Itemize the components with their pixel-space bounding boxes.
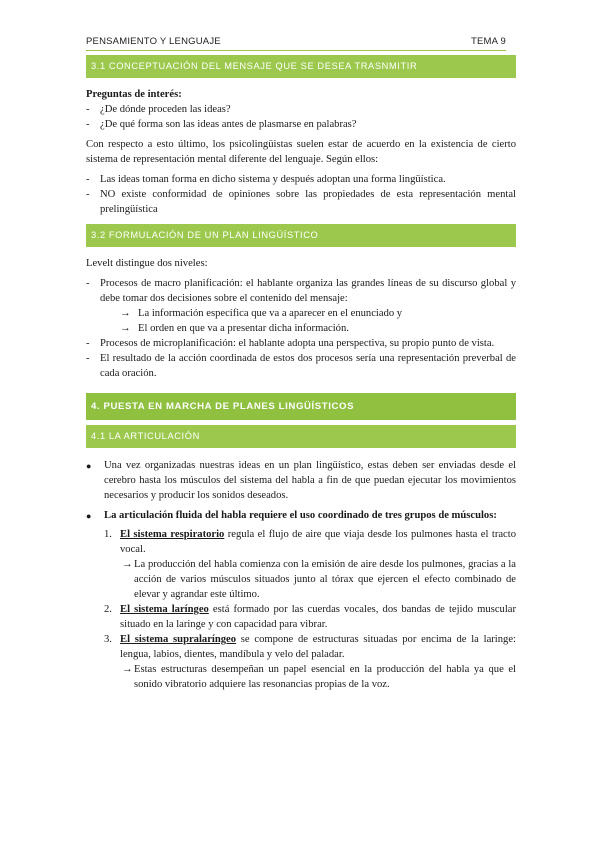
arrow-icon: → <box>122 559 133 570</box>
list-item: - El resultado de la acción coordinada de estos dos procesos sería una representación preverbal de cada oración. <box>86 353 516 379</box>
page-content <box>86 55 516 692</box>
section-heading-3-1: 3.1 CONCEPTUACIÓN DEL MENSAJE QUE SE DESEA TRASNMITIR <box>86 55 516 78</box>
bullet-icon: ● <box>86 511 92 521</box>
arrow-item: → Estas estructuras desempeñan un papel esencial en la producción del habla ya que el sonido vibratorio adquiere las resonancias propias de la voz. <box>122 664 516 690</box>
bullet-item: ● La articulación fluida del habla requiere el uso coordinado de tres grupos de músculos: <box>86 508 516 524</box>
list-item: - NO existe conformidad de opiniones sobre las propiedades de esta representación mental prelingüística <box>86 189 516 215</box>
arrow-icon: → <box>120 308 131 319</box>
arrow-icon: → <box>122 664 133 675</box>
list-item: - Procesos de macro planificación: el hablante organiza las grandes líneas de su discurso global y debe tomar dos decisiones sobre el contenido del mensaje: <box>86 278 516 304</box>
arrow-item: → La información específica que va a aparecer en el enunciado y <box>120 308 403 319</box>
arrow-icon: → <box>120 323 131 334</box>
list-item: - Procesos de microplanificación: el hablante adopta una perspectiva, su propio punto de vista. <box>86 338 495 349</box>
term: El sistema laríngeo <box>120 604 209 615</box>
term: El sistema respiratorio <box>120 529 225 540</box>
header-rule <box>86 50 506 51</box>
section-heading-4-1: 4.1 LA ARTICULACIÓN <box>86 425 516 448</box>
arrow-item: → La producción del habla comienza con la emisión de aire desde los pulmones, gracias a la acción de varios músculos situados junto al tórax que ejercen el efecto combinado de elevar y agrandar este último. <box>122 559 516 600</box>
numbered-item-laryngeal: 2. El sistema laríngeo está formado por las cuerdas vocales, dos bandas de tejido muscular situado en la laringe y con capacidad para vibrar. <box>104 604 516 630</box>
list-item: - ¿De qué forma son las ideas antes de plasmarse en palabras? <box>86 119 357 130</box>
list-item: - Las ideas toman forma en dicho sistema y después adoptan una forma lingüística. <box>86 174 446 185</box>
header-topic: TEMA 9 <box>471 36 506 47</box>
header-subject: PENSAMIENTO Y LENGUAJE <box>86 36 221 47</box>
section-heading-3-2: 3.2 FORMULACIÓN DE UN PLAN LINGÜÍSTICO <box>86 224 516 247</box>
paragraph: Con respecto a esto último, los psicolingüistas suelen estar de acuerdo en la existencia de cierto sistema de representación mental diferente del lenguaje. Según ellos: <box>86 139 516 165</box>
arrow-item: → El orden en que va a presentar dicha información. <box>120 323 349 334</box>
list-item: - ¿De dónde proceden las ideas? <box>86 104 231 115</box>
numbered-item-supralaryngeal: 3. El sistema supralaríngeo se compone de estructuras situadas por encima de la laringe: lengua, labios, dientes, mandíbula y velo del paladar. <box>104 634 516 660</box>
levels-intro: Levelt distingue dos niveles: <box>86 258 208 269</box>
numbered-item-respiratory: 1. El sistema respiratorio regula el flujo de aire que viaja desde los pulmones hasta el tracto vocal. <box>104 529 516 555</box>
bullet-icon: ● <box>86 461 92 471</box>
questions-intro: Preguntas de interés: <box>86 89 182 100</box>
running-header <box>86 36 506 47</box>
term: El sistema supralaríngeo <box>120 634 237 645</box>
bullet-item: ● Una vez organizadas nuestras ideas en un plan lingüístico, estas deben ser enviadas desde el cerebro hasta los músculos del sistema del habla a fin de que puedan ejecutar los movimientos necesarios y producir los sonidos deseados. <box>86 460 516 501</box>
section-heading-4: 4. PUESTA EN MARCHA DE PLANES LINGÜÍSTICOS <box>86 393 516 420</box>
